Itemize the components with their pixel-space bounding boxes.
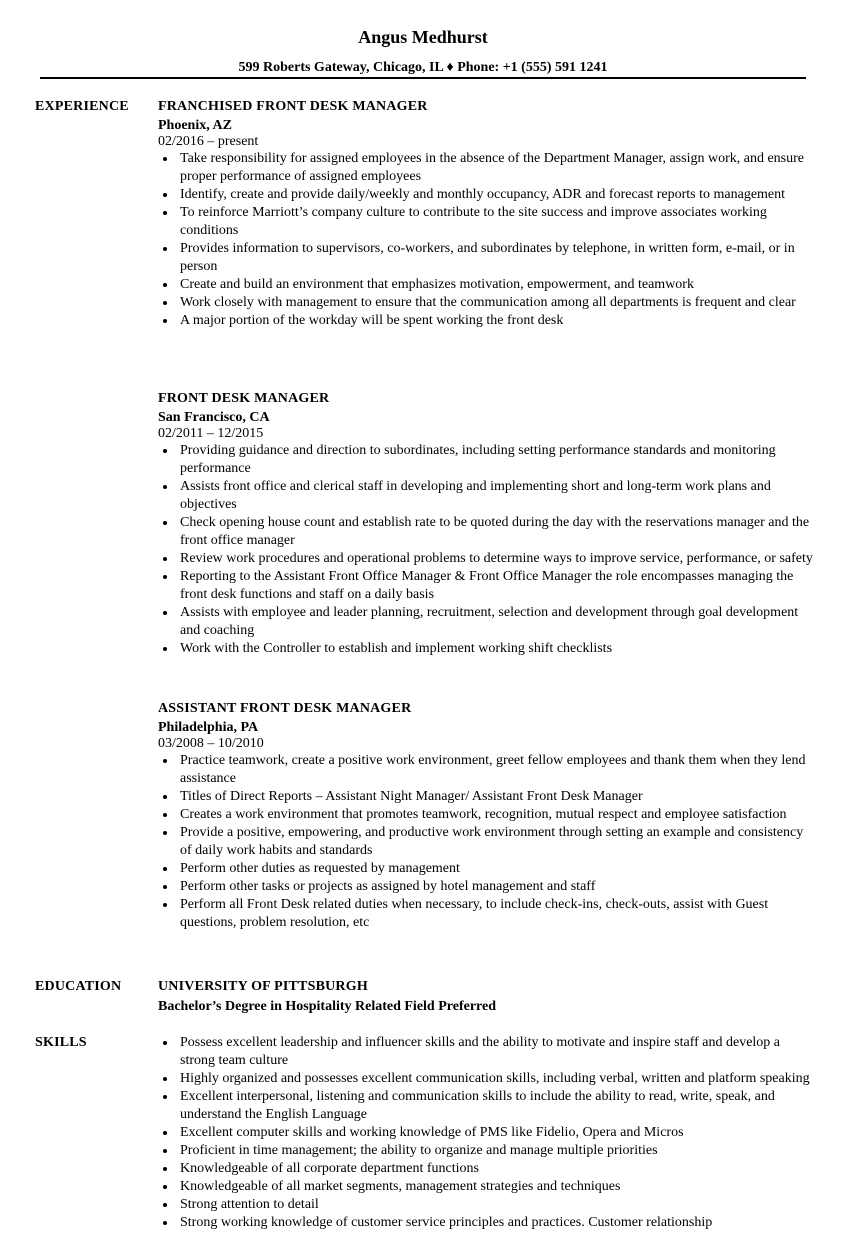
job-dates: 02/2011 – 12/2015 xyxy=(158,426,264,441)
list-item xyxy=(158,824,818,860)
skills-entry xyxy=(158,1034,818,1232)
job-dates: 02/2016 – present xyxy=(158,134,259,149)
job-duties-list xyxy=(158,442,818,658)
bullet-icon xyxy=(163,1167,167,1171)
bullet-icon xyxy=(163,449,167,453)
list-item xyxy=(158,806,818,824)
list-item-text: Review work procedures and operational problems to determine ways to improve service, performance, or safety xyxy=(180,551,813,566)
bullet-icon xyxy=(163,759,167,763)
job-location: Philadelphia, PA xyxy=(158,720,259,735)
list-item xyxy=(158,186,818,204)
list-item-text: Possess excellent leadership and influencer skills and the ability to motivate and inspire staff and develop a strong team culture xyxy=(180,1035,781,1068)
section-label-skills: SKILLS xyxy=(35,1035,87,1050)
list-item-text: Perform other duties as requested by management xyxy=(180,861,460,876)
list-item xyxy=(158,788,818,806)
list-item-text: Strong working knowledge of customer service principles and practices. Customer relationship xyxy=(180,1215,713,1230)
degree-name: Bachelor’s Degree in Hospitality Related Field Preferred xyxy=(158,999,496,1014)
list-item-text: Strong attention to detail xyxy=(180,1197,319,1212)
list-item-text: Excellent interpersonal, listening and communication skills to include the ability to read, write, speak, and understand the English Language xyxy=(180,1089,775,1122)
list-item-text: Providing guidance and direction to subordinates, including setting performance standards and monitoring performance xyxy=(180,443,776,476)
list-item-text: Excellent computer skills and working knowledge of PMS like Fidelio, Opera and Micros xyxy=(180,1125,684,1140)
list-item xyxy=(158,1124,818,1142)
bullet-icon xyxy=(163,1131,167,1135)
job-location: San Francisco, CA xyxy=(158,410,270,425)
job-entry xyxy=(158,700,818,932)
list-item xyxy=(158,240,818,276)
list-item-text: Creates a work environment that promotes teamwork, recognition, mutual respect and employee satisfaction xyxy=(180,807,787,822)
list-item-text: Proficient in time management; the ability to organize and manage multiple priorities xyxy=(180,1143,658,1158)
education-entry xyxy=(158,978,818,1016)
bullet-icon xyxy=(163,1185,167,1189)
list-item xyxy=(158,640,818,658)
bullet-icon xyxy=(163,867,167,871)
list-item-text: Provide a positive, empowering, and productive work environment through setting an example and consistency of daily work habits and standards xyxy=(180,825,804,858)
school-name: UNIVERSITY OF PITTSBURGH xyxy=(158,979,368,994)
job-title: FRANCHISED FRONT DESK MANAGER xyxy=(158,99,428,114)
contact-line: 599 Roberts Gateway, Chicago, IL ♦ Phone: +1 (555) 591 1241 xyxy=(238,60,608,75)
list-item xyxy=(158,752,818,788)
list-item-text: Assists with employee and leader planning, recruitment, selection and development through goal development and coaching xyxy=(180,605,799,638)
list-item-text: Practice teamwork, create a positive work environment, greet fellow employees and thank them when they lend assistance xyxy=(180,753,806,786)
header-divider xyxy=(40,77,806,79)
bullet-icon xyxy=(163,831,167,835)
list-item xyxy=(158,1142,818,1160)
list-item xyxy=(158,1088,818,1124)
list-item-text: To reinforce Marriott’s company culture to contribute to the site success and improve associates working conditions xyxy=(180,205,767,238)
job-entry xyxy=(158,390,818,658)
list-item-text: Work with the Controller to establish and implement working shift checklists xyxy=(180,641,613,656)
list-item xyxy=(158,1214,818,1232)
bullet-icon xyxy=(163,247,167,251)
list-item xyxy=(158,604,818,640)
list-item xyxy=(158,294,818,312)
bullet-icon xyxy=(163,885,167,889)
bullet-icon xyxy=(163,903,167,907)
bullet-icon xyxy=(163,813,167,817)
list-item xyxy=(158,276,818,294)
applicant-name: Angus Medhurst xyxy=(358,27,488,47)
bullet-icon xyxy=(163,647,167,651)
list-item xyxy=(158,1196,818,1214)
job-title: ASSISTANT FRONT DESK MANAGER xyxy=(158,701,412,716)
bullet-icon xyxy=(163,301,167,305)
bullet-icon xyxy=(163,283,167,287)
list-item xyxy=(158,568,818,604)
list-item-text: Reporting to the Assistant Front Office Manager & Front Office Manager the role encompasses managing the front desk functions and staff on a daily basis xyxy=(180,569,794,602)
bullet-icon xyxy=(163,1041,167,1045)
bullet-icon xyxy=(163,575,167,579)
list-item-text: A major portion of the workday will be spent working the front desk xyxy=(180,313,564,328)
bullet-icon xyxy=(163,795,167,799)
list-item-text: Take responsibility for assigned employees in the absence of the Department Manager, assign work, and ensure proper performance of assigned employees xyxy=(180,151,804,184)
bullet-icon xyxy=(163,319,167,323)
bullet-icon xyxy=(163,157,167,161)
list-item xyxy=(158,442,818,478)
list-item xyxy=(158,1160,818,1178)
list-item xyxy=(158,896,818,932)
list-item xyxy=(158,1034,818,1070)
list-item xyxy=(158,550,818,568)
job-entry xyxy=(158,98,818,330)
list-item-text: Knowledgeable of all corporate department functions xyxy=(180,1161,479,1176)
bullet-icon xyxy=(163,1077,167,1081)
list-item-text: Highly organized and possesses excellent communication skills, including verbal, written and platform speaking xyxy=(180,1071,810,1086)
list-item-text: Identify, create and provide daily/weekly and monthly occupancy, ADR and forecast reports to management xyxy=(180,187,786,202)
job-title: FRONT DESK MANAGER xyxy=(158,391,330,406)
job-location: Phoenix, AZ xyxy=(158,118,232,133)
section-label-education: EDUCATION xyxy=(35,979,122,994)
job-dates: 03/2008 – 10/2010 xyxy=(158,736,264,751)
list-item xyxy=(158,1178,818,1196)
list-item-text: Assists front office and clerical staff in developing and implementing short and long-term work plans and objectives xyxy=(180,479,771,512)
bullet-icon xyxy=(163,1149,167,1153)
list-item xyxy=(158,150,818,186)
list-item xyxy=(158,514,818,550)
list-item-text: Provides information to supervisors, co-workers, and subordinates by telephone, in written form, e-mail, or in person xyxy=(180,241,795,274)
list-item xyxy=(158,478,818,514)
list-item-text: Check opening house count and establish rate to be quoted during the day with the reservations manager and the front office manager xyxy=(180,515,810,548)
bullet-icon xyxy=(163,193,167,197)
bullet-icon xyxy=(163,1203,167,1207)
list-item xyxy=(158,312,818,330)
section-label-experience: EXPERIENCE xyxy=(35,99,129,114)
skills-list xyxy=(158,1034,818,1232)
bullet-icon xyxy=(163,521,167,525)
list-item-text: Titles of Direct Reports – Assistant Night Manager/ Assistant Front Desk Manager xyxy=(180,789,643,804)
list-item-text: Work closely with management to ensure that the communication among all departments is frequent and clear xyxy=(180,295,796,310)
bullet-icon xyxy=(163,211,167,215)
bullet-icon xyxy=(163,611,167,615)
list-item xyxy=(158,1070,818,1088)
list-item xyxy=(158,860,818,878)
list-item xyxy=(158,878,818,896)
list-item-text: Perform other tasks or projects as assigned by hotel management and staff xyxy=(180,879,596,894)
job-duties-list xyxy=(158,752,818,932)
bullet-icon xyxy=(163,485,167,489)
bullet-icon xyxy=(163,1095,167,1099)
list-item xyxy=(158,204,818,240)
job-duties-list xyxy=(158,150,818,330)
list-item-text: Knowledgeable of all market segments, management strategies and techniques xyxy=(180,1179,621,1194)
bullet-icon xyxy=(163,557,167,561)
list-item-text: Perform all Front Desk related duties when necessary, to include check-ins, check-outs, assist with Guest questions, problem resolution, etc xyxy=(180,897,769,930)
bullet-icon xyxy=(163,1221,167,1225)
list-item-text: Create and build an environment that emphasizes motivation, empowerment, and teamwork xyxy=(180,277,694,292)
